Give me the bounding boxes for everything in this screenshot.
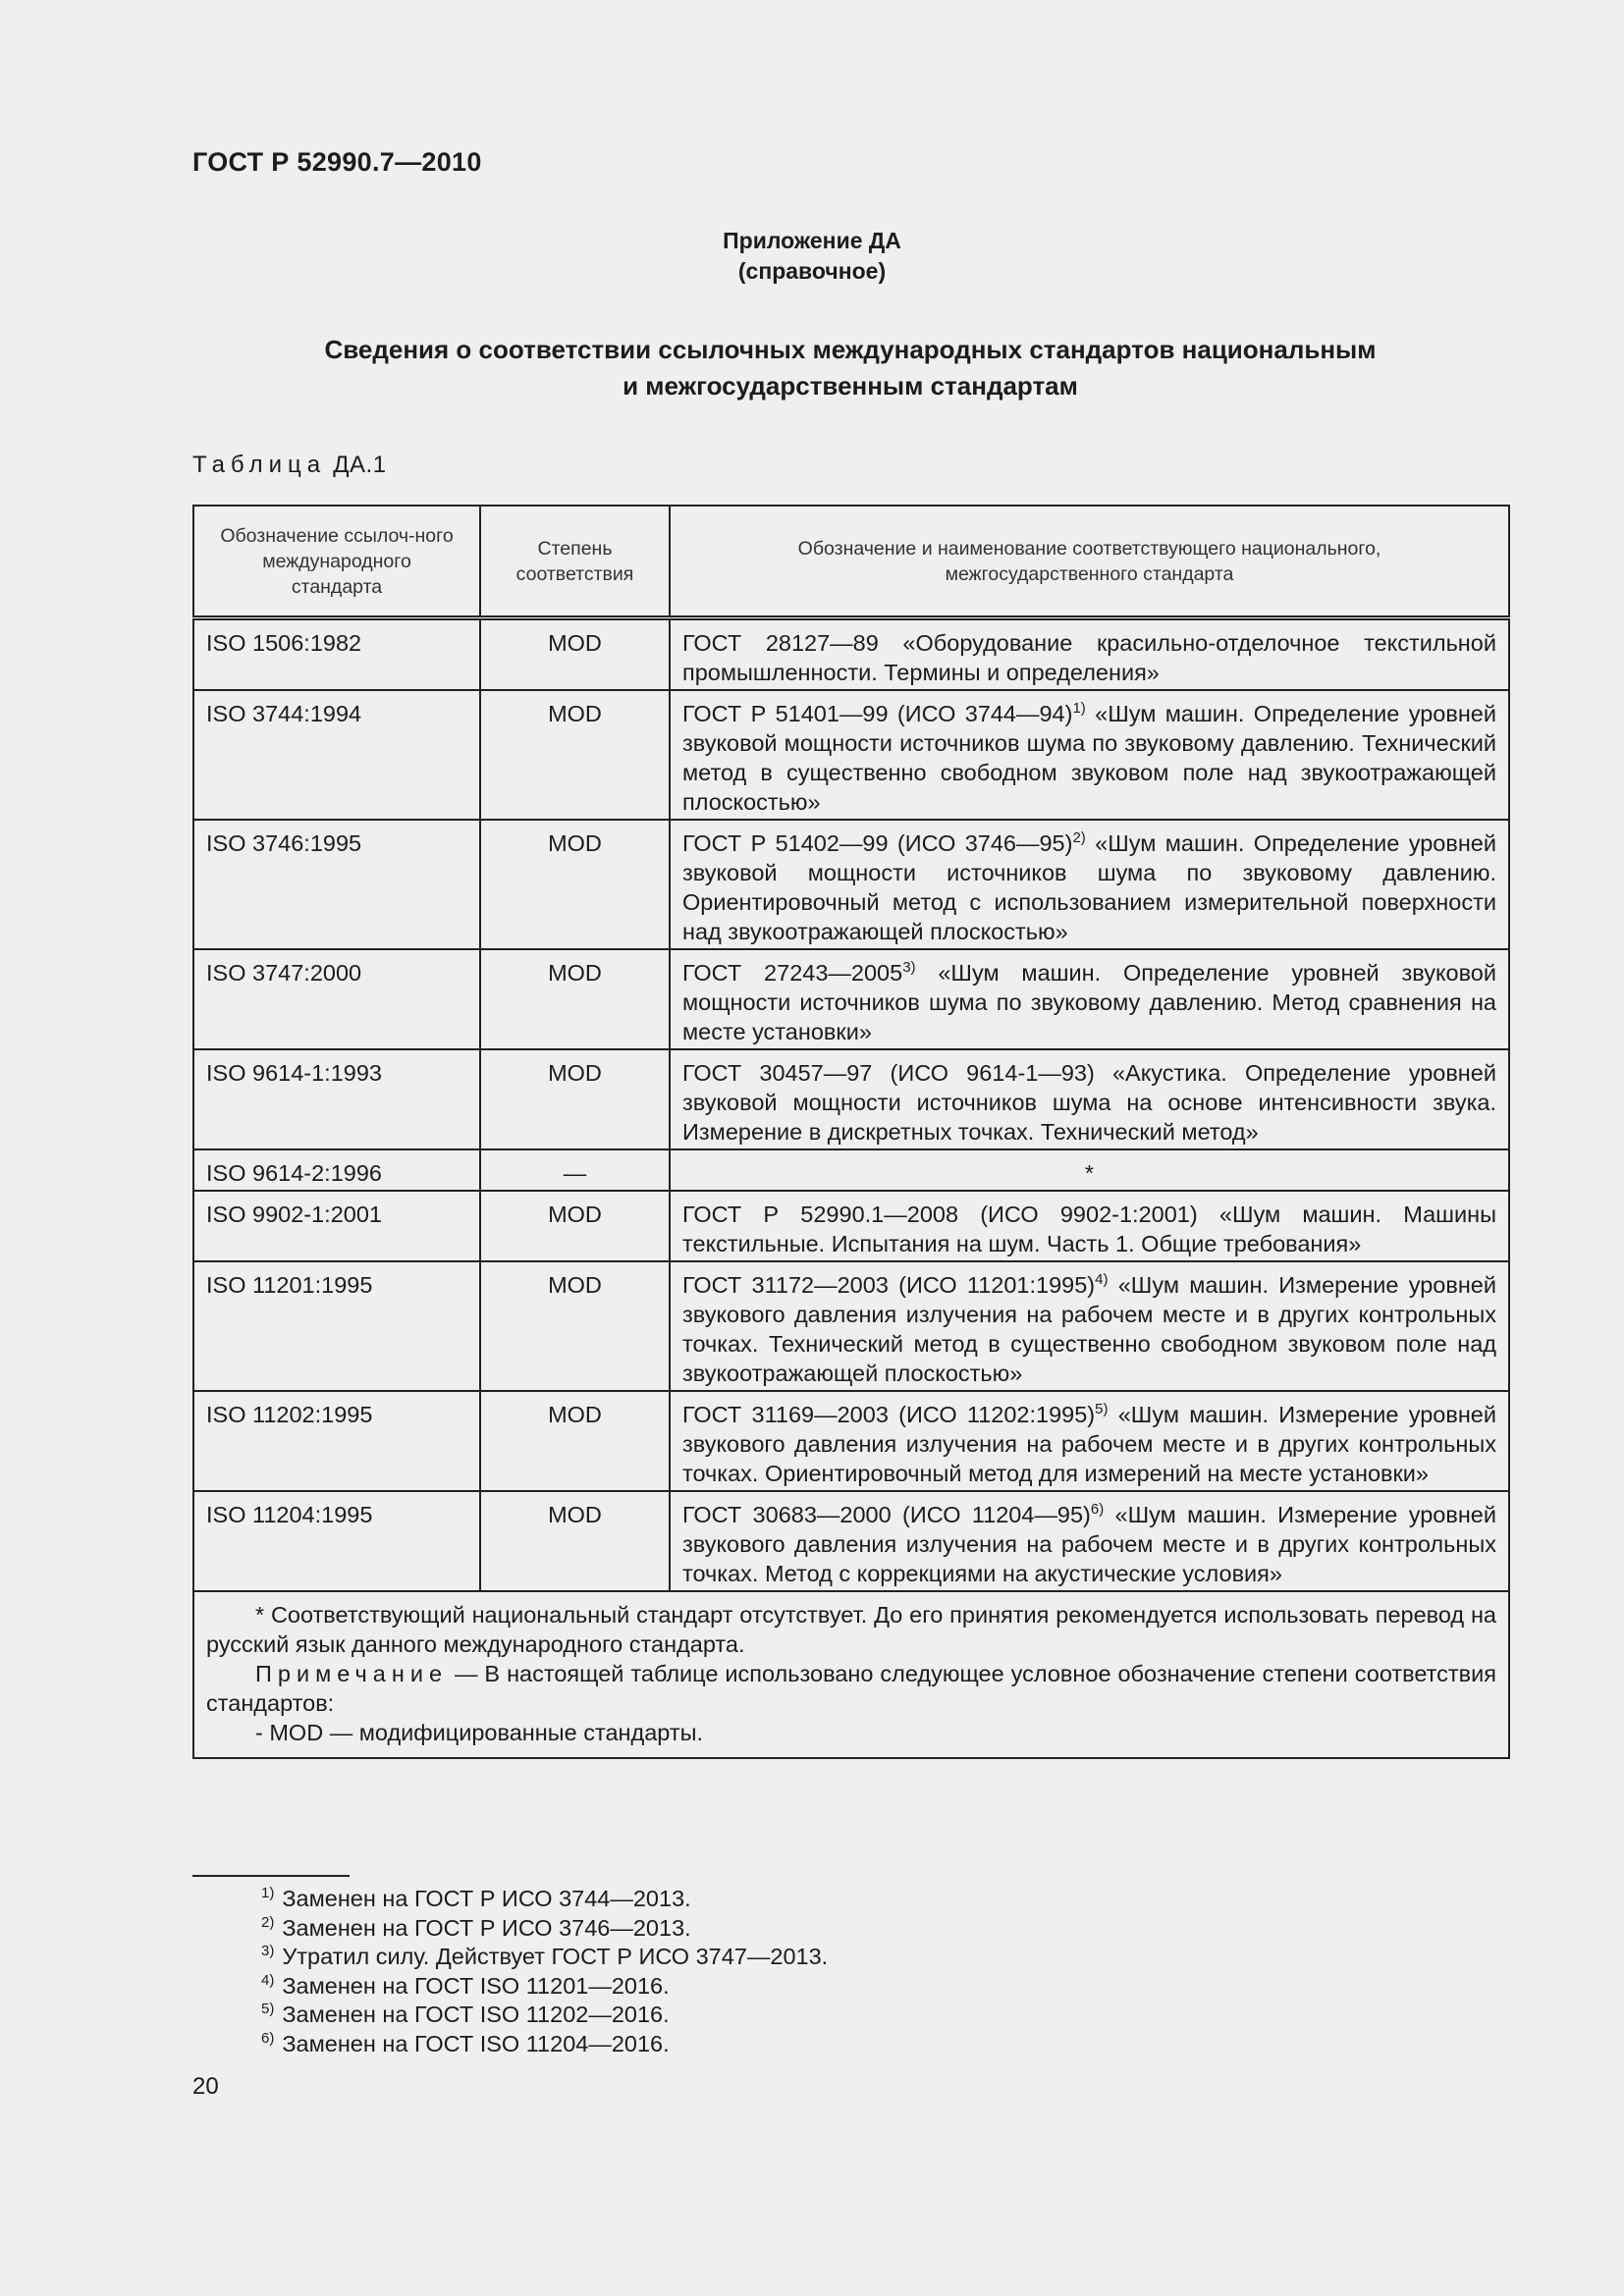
footnote-mark: 1) xyxy=(261,1885,275,1901)
cell-international-standard: ISO 9902-1:2001 xyxy=(193,1191,480,1261)
national-standard-title: «Акустика. Определение уровней звуковой мощности источников шума на основе интенсивности звука. Измерение в дискретных точках. Технический метод» xyxy=(682,1060,1496,1145)
cell-international-standard: ISO 9614-1:1993 xyxy=(193,1049,480,1149)
cell-international-standard: ISO 11204:1995 xyxy=(193,1491,480,1591)
footnote-separator xyxy=(192,1875,350,1877)
national-standard-code: ГОСТ Р 51401—99 (ИСО 3744—94) xyxy=(682,701,1073,726)
national-standard-code: ГОСТ 31172—2003 (ИСО 11201:1995) xyxy=(682,1272,1096,1298)
cell-correspondence-degree: MOD xyxy=(480,949,670,1049)
annex-title: Приложение ДА xyxy=(723,228,901,253)
cell-international-standard: ISO 3747:2000 xyxy=(193,949,480,1049)
cell-correspondence-degree: MOD xyxy=(480,1491,670,1591)
cell-correspondence-degree: MOD xyxy=(480,618,670,691)
table-row xyxy=(193,1391,1509,1491)
cell-national-standard xyxy=(670,1149,1509,1191)
header-international-standard: Обозначение ссылоч-ного международного стандарта xyxy=(193,506,480,618)
table-row xyxy=(193,949,1509,1049)
table-row xyxy=(193,1149,1509,1191)
footnote-text: Заменен на ГОСТ Р ИСО 3746—2013. xyxy=(282,1914,691,1941)
national-standard-title: «Шум машин. Определение уровней звуковой мощности источников шума по звуковому давлению. Технический метод в существенно свободном звуковом поле над звукоотражающей плоскостью» xyxy=(682,701,1496,815)
footnote-mark: 5) xyxy=(261,2001,275,2017)
footnote-text: Заменен на ГОСТ Р ИСО 3744—2013. xyxy=(282,1886,691,1911)
cell-national-standard xyxy=(670,618,1509,691)
correspondence-table-container xyxy=(192,505,1508,1759)
national-standard-code: ГОСТ 28127—89 xyxy=(682,630,879,656)
footnote-mark: 3) xyxy=(261,1943,275,1959)
header-correspondence-degree: Степень соответствия xyxy=(480,506,670,618)
cell-correspondence-degree: MOD xyxy=(480,690,670,820)
national-standard-title: «Шум машин. Машины текстильные. Испытания на шум. Часть 1. Общие требования» xyxy=(682,1201,1496,1256)
footnotes xyxy=(261,1885,828,2058)
cell-correspondence-degree: MOD xyxy=(480,1391,670,1491)
note-label: Примечание xyxy=(255,1661,449,1686)
national-standard-code: ГОСТ Р 51402—99 (ИСО 3746—95) xyxy=(682,830,1073,856)
national-standard-title: «Шум машин. Измерение уровней звукового давления излучения на рабочем месте и в других контрольных точках. Метод с коррекциями на акустические условия» xyxy=(682,1502,1496,1586)
table-row xyxy=(193,618,1509,691)
national-standard-title: «Оборудование красильно-отделочное текстильной промышленности. Термины и определения» xyxy=(682,630,1496,685)
footnote-item xyxy=(261,1972,828,2002)
cell-national-standard xyxy=(670,1049,1509,1149)
page-number: 20 xyxy=(192,2073,219,2100)
cell-correspondence-degree: MOD xyxy=(480,1049,670,1149)
footnote-text: Заменен на ГОСТ ISO 11201—2016. xyxy=(282,1972,670,1999)
table-row xyxy=(193,1049,1509,1149)
footnote-reference: 4) xyxy=(1095,1271,1109,1288)
national-standard-code: ГОСТ 30457—97 (ИСО 9614-1—93) xyxy=(682,1060,1095,1086)
national-standard-title: «Шум машин. Определение уровней звуковой мощности источников шума по звуковому давлению. Метод сравнения на месте установки» xyxy=(682,960,1496,1044)
cell-international-standard: ISO 1506:1982 xyxy=(193,618,480,691)
table-row xyxy=(193,1491,1509,1591)
national-standard-title: «Шум машин. Определение уровней звуковой мощности источников шума по звуковому давлению. Ориентировочный метод с использованием измерительной поверхности над звукоотражающей плоскостью» xyxy=(682,830,1496,944)
table-row xyxy=(193,1191,1509,1261)
national-standard-code: * xyxy=(1084,1160,1095,1186)
table-caption-word: Таблица xyxy=(192,452,327,478)
footnote-text: Заменен на ГОСТ ISO 11204—2016. xyxy=(282,2030,670,2056)
table-notes xyxy=(193,1591,1509,1758)
table-row xyxy=(193,1261,1509,1391)
national-standard-code: ГОСТ Р 52990.1—2008 (ИСО 9902-1:2001) xyxy=(682,1201,1198,1227)
cell-national-standard xyxy=(670,1491,1509,1591)
footnote-item xyxy=(261,2030,828,2059)
footnote-reference: 3) xyxy=(902,959,916,976)
header-national-standard: Обозначение и наименование соответствующего национального, межгосударственного стандарта xyxy=(670,506,1509,618)
asterisk-note: * Соответствующий национальный стандарт отсутствует. До его принятия рекомендуется использовать перевод на русский язык данного международного стандарта. xyxy=(206,1602,1496,1657)
cell-international-standard: ISO 9614-2:1996 xyxy=(193,1149,480,1191)
correspondence-table xyxy=(192,505,1510,1759)
table-row xyxy=(193,690,1509,820)
footnote-text: Заменен на ГОСТ ISO 11202—2016. xyxy=(282,2002,670,2027)
cell-national-standard xyxy=(670,1261,1509,1391)
footnote-item xyxy=(261,1914,828,1944)
national-standard-code: ГОСТ 31169—2003 (ИСО 11202:1995) xyxy=(682,1402,1096,1427)
cell-correspondence-degree: MOD xyxy=(480,820,670,949)
section-title xyxy=(192,332,1508,404)
cell-national-standard xyxy=(670,1191,1509,1261)
footnote-reference: 5) xyxy=(1095,1401,1109,1417)
footnote-reference: 6) xyxy=(1090,1501,1105,1518)
national-standard-title: «Шум машин. Измерение уровней звукового давления излучения на рабочем месте и в других контрольных точках. Технический метод в существенно свободном звуковом поле над звукоотражающей плоскостью» xyxy=(682,1272,1496,1386)
cell-correspondence-degree: — xyxy=(480,1149,670,1191)
cell-international-standard: ISO 3746:1995 xyxy=(193,820,480,949)
section-title-line-1: Сведения о соответствии ссылочных международных стандартов национальным xyxy=(324,335,1377,364)
footnote-mark: 2) xyxy=(261,1913,275,1931)
footnote-item xyxy=(261,2001,828,2030)
national-standard-code: ГОСТ 27243—2005 xyxy=(682,960,903,986)
table-note xyxy=(206,1659,1496,1718)
footnote-item xyxy=(261,1943,828,1972)
cell-national-standard xyxy=(670,690,1509,820)
table-caption xyxy=(192,452,387,479)
note-text: — В настоящей таблице использовано следующее условное обозначение степени соответствия стандартов: xyxy=(206,1661,1496,1716)
cell-correspondence-degree: MOD xyxy=(480,1191,670,1261)
footnote-mark: 4) xyxy=(261,1971,275,1989)
cell-national-standard xyxy=(670,949,1509,1049)
footnote-item xyxy=(261,1885,828,1914)
table-footer-row xyxy=(193,1591,1509,1758)
cell-international-standard: ISO 11201:1995 xyxy=(193,1261,480,1391)
annex-heading xyxy=(0,226,1624,287)
cell-correspondence-degree: MOD xyxy=(480,1261,670,1391)
table-row xyxy=(193,820,1509,949)
mod-legend: - MOD — модифицированные стандарты. xyxy=(255,1720,704,1745)
cell-international-standard: ISO 3744:1994 xyxy=(193,690,480,820)
footnote-reference: 2) xyxy=(1072,829,1086,846)
document-code-header: ГОСТ Р 52990.7—2010 xyxy=(192,147,482,177)
annex-subtitle: (справочное) xyxy=(737,258,887,284)
cell-international-standard: ISO 11202:1995 xyxy=(193,1391,480,1491)
footnote-reference: 1) xyxy=(1072,700,1086,717)
table-header-row xyxy=(193,506,1509,618)
footnote-mark: 6) xyxy=(261,2029,275,2047)
footnote-text: Утратил силу. Действует ГОСТ Р ИСО 3747—2013. xyxy=(282,1944,829,1969)
cell-national-standard xyxy=(670,1391,1509,1491)
national-standard-title: «Шум машин. Измерение уровней звукового давления излучения на рабочем месте и в других контрольных точках. Ориентировочный метод для измерений на месте установки» xyxy=(682,1402,1496,1486)
section-title-line-2: и межгосударственным стандартам xyxy=(623,371,1078,400)
cell-national-standard xyxy=(670,820,1509,949)
national-standard-code: ГОСТ 30683—2000 (ИСО 11204—95) xyxy=(682,1502,1091,1527)
table-caption-number: ДА.1 xyxy=(333,452,387,478)
